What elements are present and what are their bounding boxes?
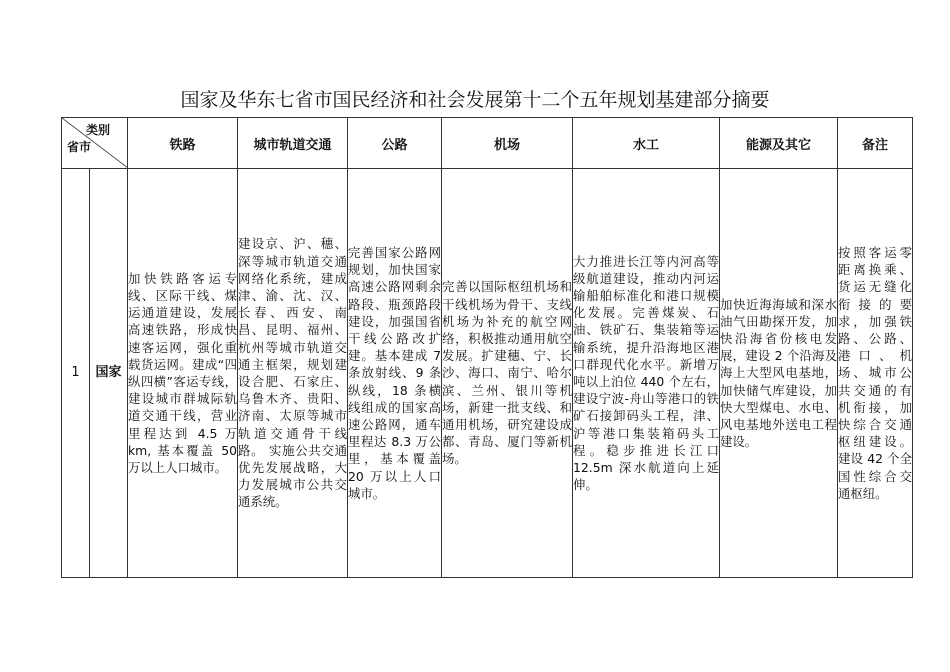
column-header-airport: 机场	[442, 118, 573, 169]
header-row	[62, 118, 913, 169]
column-header-urban-rail: 城市轨道交通	[238, 118, 348, 169]
row-region: 国家	[90, 169, 128, 578]
cell-remarks: 按照客运零距离换乘、货运无缝化衔接的要求，加强铁路、公路、港口、机场、城市公共交通的有机衔接，加快综合交通枢纽建设。建设 42 个全国性综合交通枢纽。	[838, 169, 913, 578]
corner-label-province: 省市	[67, 140, 92, 154]
column-header-railway: 铁路	[128, 118, 238, 169]
cell-highway: 完善国家公路网规划，加快国家高速公路网剩余路段、瓶颈路段建设，加强国省干线公路改扩建。基本建成 7 条放射线、9 条纵线，18 条横线组成的国家高速公路网，通车里程达 8.3 万公里，基本覆盖 20 万以上人口城市。	[348, 169, 442, 578]
column-header-energy: 能源及其它	[720, 118, 838, 169]
column-header-waterway: 水工	[573, 118, 720, 169]
corner-label-type: 类别	[86, 123, 111, 137]
document-title: 国家及华东七省市国民经济和社会发展第十二个五年规划基建部分摘要	[180, 89, 770, 111]
cell-waterway: 大力推进长江等内河高等级航道建设，推动内河运输船舶标准化和港口规模化发展。完善煤炭、石油、铁矿石、集装箱等运输系统，提升沿海地区港口群现代化水平。新增万吨以上泊位 440 个左右，建设宁波-舟山等港口的铁矿石接卸码头工程，津、沪等港口集装箱码头工程。稳步推进长江口 12.5m 深水航道向上延伸。	[573, 169, 720, 578]
table-row	[62, 169, 913, 578]
row-index: 1	[62, 169, 90, 578]
cell-urban-rail: 建设京、沪、穗、深等城市轨道交通网络化系统，建成津、渝、沈、汉、长春、西安、南昌、昆明、福州、杭州等城市轨道交通主框架，规划建设合肥、石家庄、乌鲁木齐、贵阳、济南、太原等城市轨道交通骨干线路。 实施公共交通优先发展战略，大力发展城市公共交通系统。	[238, 169, 348, 578]
cell-energy: 加快近海海域和深水油气田勘探开发，加快沿海省份核电发展，建设 2 个沿海及海上大型风电基地，加快储气库建设，加快大型煤电、水电、风电基地外送电工程建设。	[720, 169, 838, 578]
cell-railway: 加快铁路客运专线、区际干线、煤运通道建设，发展高速铁路，形成快速客运网，强化重载货运网。建成“四纵四横”客运专线，建设城市群城际轨道交通干线，营业里程达到 4.5 万 km, 基本覆盖 50 万以上人口城市。	[128, 169, 238, 578]
cell-airport: 完善以国际枢纽机场和干线机场为骨干、支线机场为补充的航空网络，积极推动通用航空发展。扩建穗、宁、长沙、海口、南宁、哈尔滨、兰州、银川等机场，新建一批支线、和通用机场，研究建设成都、青岛、厦门等新机场。	[442, 169, 573, 578]
column-header-remarks: 备注	[838, 118, 913, 169]
column-header-highway: 公路	[348, 118, 442, 169]
summary-table	[61, 117, 913, 578]
corner-header-cell	[62, 118, 128, 169]
